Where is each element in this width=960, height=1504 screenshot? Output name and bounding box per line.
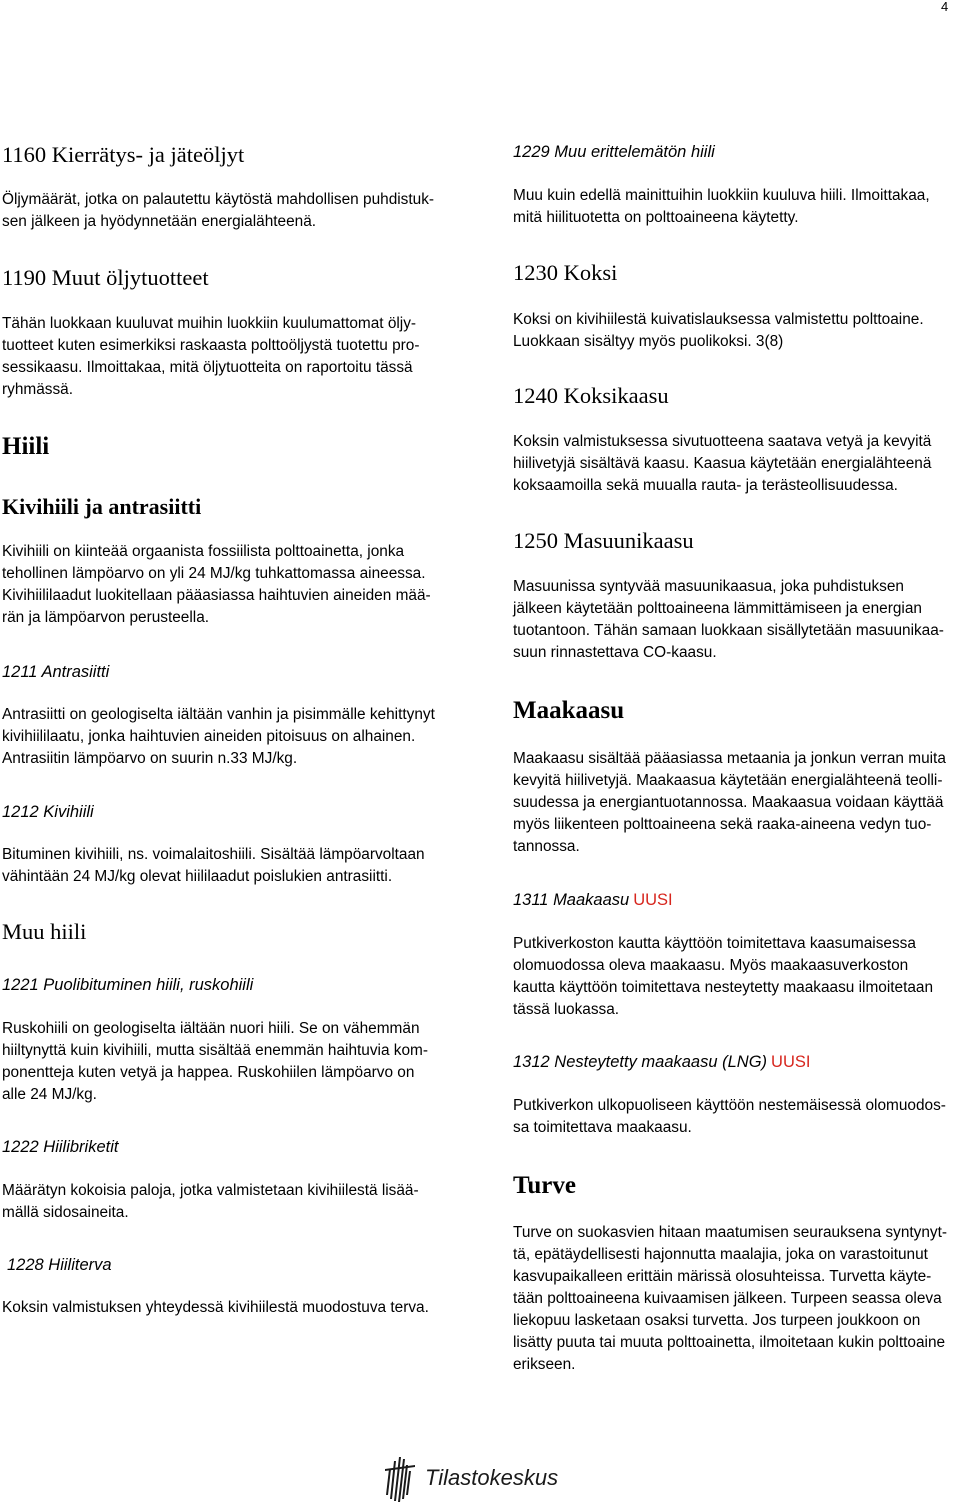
new-badge: UUSI — [633, 891, 673, 909]
subsection-title-1228: 1228 Hiiliterva — [7, 1256, 112, 1274]
chapter-heading-turve: Turve — [513, 1172, 576, 1199]
paragraph-line: Bituminen kivihiili, ns. voimalaitoshiili. Sisältää lämpöarvoltaan — [2, 846, 425, 863]
subsection-title-1229: 1229 Muu erittelemätön hiili — [513, 143, 715, 161]
paragraph-line: kautta käyttöön toimitettava nesteytetty maakaasu ilmoitetaan — [513, 979, 934, 996]
subsection-title-1221: 1221 Puolibituminen hiili, ruskohiili — [2, 976, 254, 994]
section-title-1190: 1190 Muut öljytuotteet — [2, 265, 209, 290]
paragraph-line: kasvupaikalleen erittäin märissä olosuhteissa. Turvetta käyte- — [513, 1268, 932, 1285]
paragraph-kivihiili — [2, 541, 431, 629]
new-badge: UUSI — [771, 1053, 811, 1071]
paragraph-1221 — [2, 1018, 428, 1106]
paragraph-line: Antrasiitin lämpöarvo on suurin n.33 MJ/kg. — [2, 750, 298, 767]
paragraph-line: erikseen. — [513, 1356, 576, 1373]
paragraph-line: Turve on suokasvien hitaan maatumisen seurauksena syntynyt- — [513, 1224, 948, 1241]
subsection-title-text: 1312 Nesteytetty maakaasu (LNG) — [513, 1053, 768, 1071]
chapter-heading-maakaasu: Maakaasu — [513, 697, 625, 724]
paragraph-1230 — [513, 309, 924, 353]
paragraph-line: tuotantoon. Tähän samaan luokkaan sisällytetään masuunikaa- — [513, 622, 944, 639]
paragraph-1250 — [513, 576, 944, 664]
page-number: 4 — [941, 0, 949, 14]
paragraph-line: sa toimitettava maakaasu. — [513, 1119, 692, 1136]
section-title-1230: 1230 Koksi — [513, 260, 618, 285]
tilastokeskus-logo-icon — [382, 1455, 418, 1503]
paragraph-line: Ruskohiili on geologiselta iältään nuori hiili. Se on vähemmän — [2, 1020, 420, 1037]
section-title-1240: 1240 Koksikaasu — [513, 383, 669, 408]
paragraph-line: Öljymäärät, jotka on palautettu käytöstä mahdollisen puhdistuk- — [2, 191, 435, 208]
paragraph-line: Putkiverkon ulkopuoliseen käyttöön nestemäisessä olomuodos- — [513, 1097, 946, 1114]
paragraph-line: Muu kuin edellä mainittuihin luokkiin kuuluva hiili. Ilmoittakaa, — [513, 187, 930, 204]
paragraph-line: kevyitä hiilivetyjä. Maakaasua käytetään energialähteenä teolli- — [513, 772, 943, 789]
paragraph-line: mällä sidosaineita. — [2, 1204, 129, 1221]
section-title-1160: 1160 Kierrätys- ja jäteöljyt — [2, 142, 245, 167]
paragraph-line: jälkeen käytetään polttoaineena lämmittämiseen ja energian — [513, 600, 922, 617]
paragraph-line: Kivihiili on kiinteää orgaanista fossiilista polttoainetta, jonka — [2, 543, 405, 560]
paragraph-line: Tähän luokkaan kuuluvat muihin luokkiin kuulumattomat öljy- — [2, 315, 417, 332]
paragraph-line: Määrätyn kokoisia paloja, jotka valmistetaan kivihiilestä lisää- — [2, 1182, 419, 1199]
tilastokeskus-logo-text: Tilastokeskus — [425, 1465, 559, 1490]
paragraph-line: sen jälkeen ja hyödynnetään energialähteenä. — [2, 213, 317, 230]
paragraph-line: alle 24 MJ/kg. — [2, 1086, 97, 1103]
subsection-title-1312 — [513, 1051, 810, 1073]
paragraph-line: myös liikenteen polttoaineena sekä raaka-aineena vedyn tuo- — [513, 816, 932, 833]
paragraph-line: Masuunissa syntyvää masuunikaasua, joka puhdistuksen — [513, 578, 904, 595]
paragraph-line: mitä hiilituotetta on polttoaineena käytetty. — [513, 209, 799, 226]
paragraph-1311 — [513, 933, 933, 1021]
paragraph-line: vähintään 24 MJ/kg olevat hiililaadut poislukien antrasiitti. — [2, 868, 393, 885]
paragraph-line: tannossa. — [513, 838, 580, 855]
paragraph-line: Koksin valmistuksen yhteydessä kivihiilestä muodostuva terva. — [2, 1299, 429, 1316]
paragraph-1190 — [2, 313, 419, 401]
paragraph-line: Antrasiitti on geologiselta iältään vanhin ja pisimmälle kehittynyt — [2, 706, 435, 723]
chapter-heading-hiili: Hiili — [2, 433, 50, 460]
paragraph-line: tään polttoaineena kuivaamisen jälkeen. Turpeen seassa oleva — [513, 1290, 942, 1307]
paragraph-1240 — [513, 431, 931, 497]
subsection-title-text: 1311 Maakaasu — [513, 891, 630, 909]
paragraph-line: suudessa ja energiantuotannossa. Maakaasua voidaan käyttää — [513, 794, 944, 811]
paragraph-1228 — [2, 1297, 429, 1319]
paragraph-turve — [513, 1222, 947, 1376]
paragraph-line: Putkiverkoston kautta käyttöön toimitettava kaasumaisessa — [513, 935, 916, 952]
paragraph-line: Koksi on kivihiilestä kuivatislauksessa valmistettu polttoaine. — [513, 311, 924, 328]
paragraph-1160 — [2, 189, 434, 233]
paragraph-line: koksaamoilla sekä muualla rauta- ja terästeollisuudessa. — [513, 477, 898, 494]
paragraph-line: Koksin valmistuksessa sivutuotteena saatava vetyä ja kevyitä — [513, 433, 932, 450]
section-title-1250: 1250 Masuunikaasu — [513, 528, 694, 553]
subsection-title-1311 — [513, 889, 673, 911]
paragraph-line: suun rinnastettava CO-kaasu. — [513, 644, 717, 661]
paragraph-line: sessikaasu. Ilmoittakaa, mitä öljytuotteita on raportoitu tässä — [2, 359, 413, 376]
section-title-muu-hiili: Muu hiili — [2, 919, 87, 944]
paragraph-line: tehollinen lämpöarvo on yli 24 MJ/kg tuhkattomassa aineessa. — [2, 565, 426, 582]
subsection-title-1211: 1211 Antrasiitti — [2, 663, 110, 681]
subsection-title-1212: 1212 Kivihiili — [2, 803, 94, 821]
paragraph-line: lisätty puuta tai muuta polttoainetta, ilmoitetaan kukin polttoaine — [513, 1334, 946, 1351]
section-title-kivihiili: Kivihiili ja antrasiitti — [2, 494, 202, 519]
paragraph-line: tuotteet kuten esimerkiksi raskaasta polttoöljystä tuotettu pro- — [2, 337, 420, 354]
paragraph-line: olomuodossa oleva maakaasu. Myös maakaasuverkoston — [513, 957, 909, 974]
paragraph-1212 — [2, 844, 425, 888]
paragraph-1211 — [2, 704, 435, 770]
paragraph-line: Kivihiililaadut luokitellaan pääasiassa haihtuvien aineiden mää- — [2, 587, 431, 604]
subsection-title-1222: 1222 Hiilibriketit — [2, 1138, 119, 1156]
paragraph-line: hiilivetyjä sisältävä kaasu. Kaasua käytetään energialähteenä — [513, 455, 932, 472]
paragraph-line: ryhmässä. — [2, 381, 73, 398]
paragraph-maakaasu — [513, 748, 946, 858]
paragraph-line: tässä luokassa. — [513, 1001, 620, 1018]
paragraph-line: kivihiililaatu, jonka haihtuvien aineiden pitoisuus on alhainen. — [2, 728, 416, 745]
paragraph-line: tä, epätäydellisesti hajonnutta maalajia, joka on varastoitunut — [513, 1246, 928, 1263]
paragraph-line: ponentteja kuten vetyä ja happea. Ruskohiilen lämpöarvo on — [2, 1064, 415, 1081]
paragraph-line: hiiltynyttä kuin kivihiili, mutta sisältää enemmän haihtuvia kom- — [2, 1042, 428, 1059]
paragraph-1312 — [513, 1095, 946, 1139]
paragraph-line: Maakaasu sisältää pääasiassa metaania ja jonkun verran muita — [513, 750, 946, 767]
paragraph-line: Luokkaan sisältyy myös puolikoksi. 3(8) — [513, 333, 784, 350]
paragraph-line: rän ja lämpöarvon perusteella. — [2, 609, 210, 626]
paragraph-1222 — [2, 1180, 419, 1224]
paragraph-line: liekopuu lasketaan osaksi turvetta. Jos turpeen joukkoon on — [513, 1312, 921, 1329]
paragraph-1229 — [513, 185, 930, 229]
